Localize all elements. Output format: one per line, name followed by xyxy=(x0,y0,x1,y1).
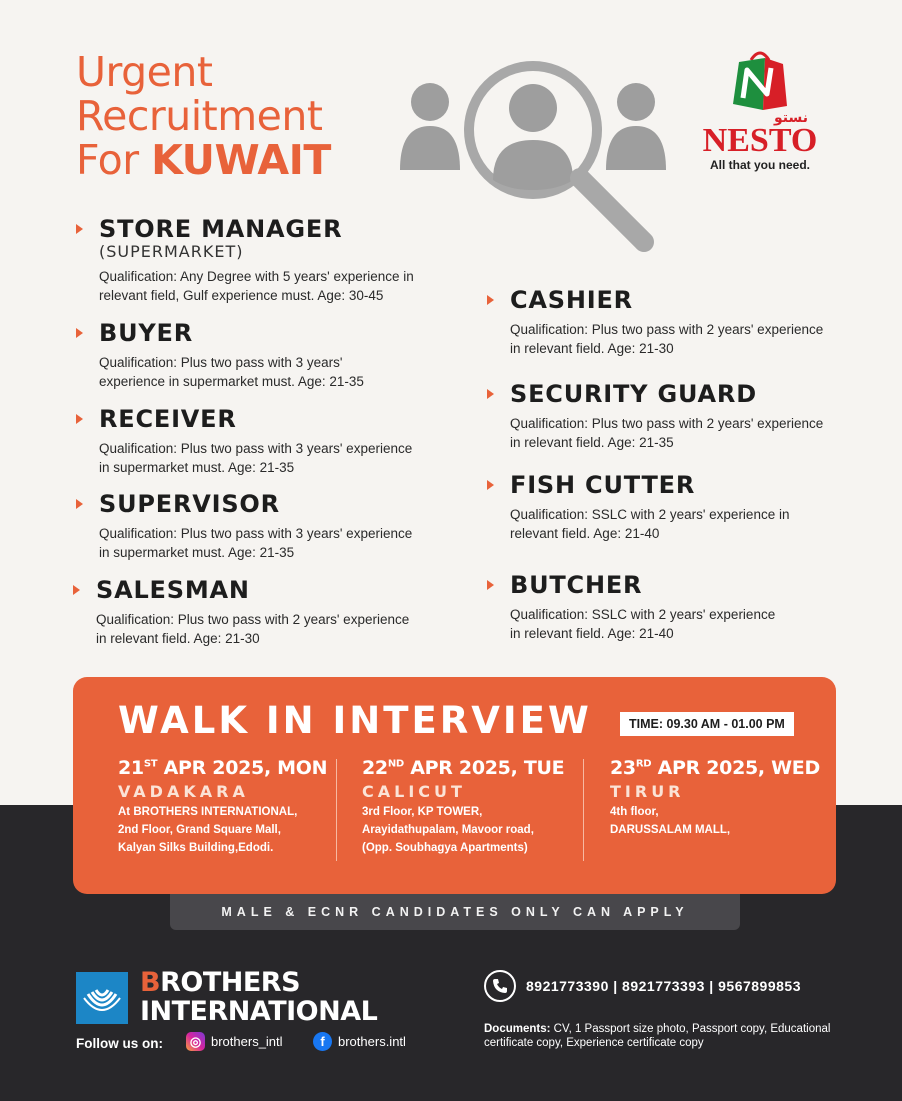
venue-date-rest: APR 2025, MON xyxy=(157,757,328,779)
venue-divider xyxy=(583,759,584,861)
instagram-handle: brothers_intl xyxy=(211,1034,283,1049)
job-qualification: Qualification: Any Degree with 5 years' experience in relevant field, Gulf experience must. Age: 30-45 xyxy=(99,269,414,303)
walk-in-interview-panel xyxy=(73,677,836,894)
job-security-guard xyxy=(487,380,823,452)
job-store-manager xyxy=(76,215,414,305)
job-title: FISH CUTTER xyxy=(510,471,696,499)
job-cashier xyxy=(487,286,823,358)
venue-date xyxy=(362,757,564,779)
documents-label: Documents: xyxy=(484,1023,551,1035)
instagram-link[interactable] xyxy=(186,1032,283,1051)
venue-day-suffix: ST xyxy=(143,758,158,770)
interview-time-badge: TIME: 09.30 AM - 01.00 PM xyxy=(620,712,794,736)
job-title: CASHIER xyxy=(510,286,633,314)
job-fish-cutter xyxy=(487,471,789,543)
bullet-arrow-icon xyxy=(73,585,80,595)
shopping-bag-icon xyxy=(725,44,795,114)
venue-divider xyxy=(336,759,337,861)
venue-date-rest: APR 2025, TUE xyxy=(403,757,565,779)
logo-arabic-text: نستو xyxy=(774,110,808,126)
venue-day: 21 xyxy=(118,757,144,779)
company-name-line-1: ROTHERS xyxy=(160,967,301,998)
job-subtitle: (SUPERMARKET) xyxy=(99,242,244,261)
job-butcher xyxy=(487,571,775,643)
headline-line-2: Recruitment xyxy=(76,92,323,140)
bullet-arrow-icon xyxy=(487,295,494,305)
follow-us-label: Follow us on: xyxy=(76,1036,163,1051)
venue-tirur xyxy=(610,757,820,839)
bullet-arrow-icon xyxy=(76,224,83,234)
contact-phone-numbers[interactable]: 8921773390 | 8921773393 | 9567899853 xyxy=(526,978,801,994)
job-title: RECEIVER xyxy=(99,405,237,433)
required-documents xyxy=(484,1022,834,1050)
bullet-arrow-icon xyxy=(487,580,494,590)
logo-tagline: All that you need. xyxy=(709,158,810,172)
headline xyxy=(76,50,331,182)
people-search-icon xyxy=(398,60,668,260)
venue-day: 23 xyxy=(610,757,636,779)
headline-line-3 xyxy=(76,138,331,182)
job-qualification: Qualification: Plus two pass with 3 years' experience in supermarket must. Age: 21-35 xyxy=(99,355,364,389)
venue-address: 4th floor, DARUSSALAM MALL, xyxy=(610,806,731,836)
headline-country: KUWAIT xyxy=(151,136,331,184)
job-title: STORE MANAGER xyxy=(99,215,343,243)
brothers-international-logo-icon xyxy=(76,972,128,1024)
venue-address: At BROTHERS INTERNATIONAL, 2nd Floor, Grand Square Mall, Kalyan Silks Building,Edodi. xyxy=(118,806,298,854)
venue-place: CALICUT xyxy=(362,782,466,801)
job-qualification: Qualification: Plus two pass with 2 years' experience in relevant field. Age: 21-30 xyxy=(510,322,824,356)
job-title: BUYER xyxy=(99,319,194,347)
job-title: SECURITY GUARD xyxy=(510,380,757,408)
venue-calicut xyxy=(362,757,564,857)
headline-line-1: Urgent xyxy=(76,48,213,96)
bullet-arrow-icon xyxy=(76,414,83,424)
job-qualification: Qualification: Plus two pass with 2 years' experience in relevant field. Age: 21-35 xyxy=(510,416,824,450)
bullet-arrow-icon xyxy=(76,499,83,509)
venue-date xyxy=(610,757,820,779)
job-qualification: Qualification: Plus two pass with 3 years' experience in supermarket must. Age: 21-35 xyxy=(99,526,413,560)
walk-in-title: WALK IN INTERVIEW xyxy=(118,699,592,742)
eligibility-notice: MALE & ECNR CANDIDATES ONLY CAN APPLY xyxy=(170,894,740,930)
venue-date xyxy=(118,757,327,779)
job-title: BUTCHER xyxy=(510,571,643,599)
venue-address: 3rd Floor, KP TOWER, Arayidathupalam, Mavoor road, (Opp. Soubhagya Apartments) xyxy=(362,806,534,854)
company-name-line-2: INTERNATIONAL xyxy=(140,996,378,1027)
job-receiver xyxy=(76,405,412,477)
venue-place: VADAKARA xyxy=(118,782,249,801)
company-initial: B xyxy=(140,967,161,998)
venue-day-suffix: RD xyxy=(635,758,652,770)
bullet-arrow-icon xyxy=(487,480,494,490)
facebook-link[interactable] xyxy=(313,1032,406,1051)
phone-icon xyxy=(484,970,516,1002)
job-title: SALESMAN xyxy=(96,576,250,604)
bullet-arrow-icon xyxy=(487,389,494,399)
job-qualification: Qualification: SSLC with 2 years' experience in relevant field. Age: 21-40 xyxy=(510,607,776,641)
job-salesman xyxy=(73,576,409,648)
facebook-handle: brothers.intl xyxy=(338,1034,406,1049)
job-qualification: Qualification: Plus two pass with 2 years' experience in relevant field. Age: 21-30 xyxy=(96,612,410,646)
documents-list: CV, 1 Passport size photo, Passport copy, Educational certificate copy, Experience certificate copy xyxy=(484,1023,831,1049)
instagram-icon: ◎ xyxy=(186,1032,205,1051)
job-qualification: Qualification: Plus two pass with 3 years' experience in supermarket must. Age: 21-35 xyxy=(99,441,413,475)
job-qualification: Qualification: SSLC with 2 years' experience in relevant field. Age: 21-40 xyxy=(510,507,790,541)
job-title: SUPERVISOR xyxy=(99,490,280,518)
venue-day-suffix: ND xyxy=(387,758,404,770)
job-supervisor xyxy=(76,490,412,562)
bullet-arrow-icon xyxy=(76,328,83,338)
venue-vadakara xyxy=(118,757,327,857)
facebook-icon: f xyxy=(313,1032,332,1051)
venue-date-rest: APR 2025, WED xyxy=(651,757,820,779)
job-buyer xyxy=(76,319,364,391)
logo-brand-name: NESTO xyxy=(702,122,818,159)
venue-day: 22 xyxy=(362,757,388,779)
headline-prefix: For xyxy=(76,136,152,184)
nesto-logo xyxy=(698,44,822,172)
venue-place: TIRUR xyxy=(610,782,685,801)
company-name xyxy=(140,968,377,1026)
